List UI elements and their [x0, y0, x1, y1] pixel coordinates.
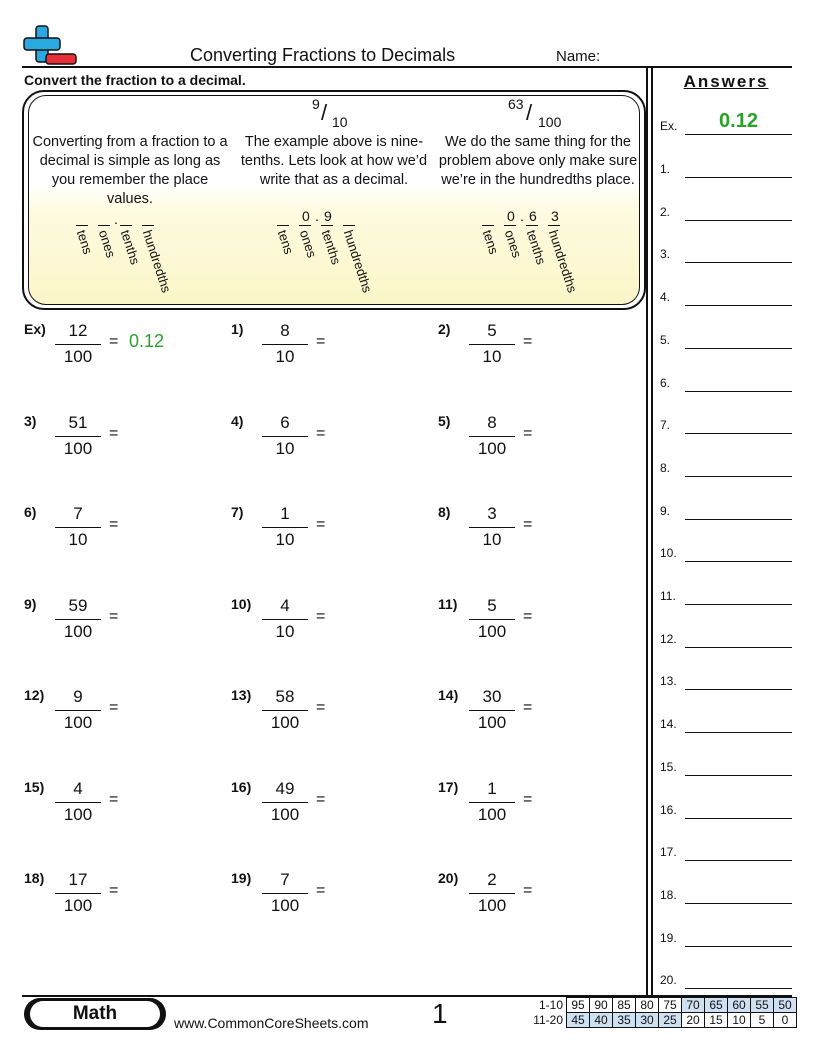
place-value-label: hundredths: [139, 228, 175, 295]
problem: [24, 504, 224, 564]
score-cell: 25: [659, 1013, 682, 1028]
fraction-denominator: 100: [63, 621, 93, 641]
fraction-numerator: 49: [275, 778, 295, 798]
answer-line: [685, 476, 792, 477]
place-value-line: [343, 225, 355, 226]
fraction-denominator: 100: [477, 713, 507, 732]
answer-line: [685, 348, 792, 349]
place-value-line: [482, 225, 494, 226]
problem-number: 16): [231, 778, 252, 795]
answer-row: [660, 329, 792, 349]
place-value-line: [76, 225, 88, 226]
answer-label: 6.: [660, 375, 671, 390]
fraction-bar: [469, 344, 515, 345]
score-cell: 85: [613, 998, 636, 1013]
equals-sign: =: [316, 790, 326, 808]
fraction-numerator: 9: [312, 96, 320, 112]
problem: [24, 413, 224, 473]
answer-label: 19.: [660, 930, 677, 945]
fraction: [55, 413, 101, 459]
fraction-bar: [55, 527, 101, 528]
fraction-numerator: 7: [73, 504, 83, 523]
example-answer: 0.12: [129, 331, 165, 351]
score-cell: 95: [567, 998, 590, 1013]
fraction: [469, 687, 515, 733]
answer-label: 8.: [660, 460, 671, 475]
problem-number: 1): [231, 321, 244, 337]
explanation-1: Converting from a fraction to a decimal is simple as long as you remember the place values.: [32, 134, 228, 207]
answer-label: 12.: [660, 631, 677, 646]
equals-sign: =: [109, 607, 119, 625]
problem: [24, 870, 224, 930]
fraction-bar: [262, 710, 308, 711]
column-divider: [646, 67, 648, 995]
fraction-denominator: 100: [538, 114, 562, 130]
score-cell: 70: [682, 998, 705, 1013]
problem: [231, 596, 431, 656]
fraction-numerator: 63: [508, 96, 524, 112]
place-value-label: tens: [274, 228, 297, 257]
answer-line: [685, 262, 792, 263]
fraction-numerator: 5: [487, 321, 497, 340]
fraction-denominator: 100: [477, 804, 507, 824]
problem: [231, 687, 431, 747]
place-value-digit: 0: [507, 208, 515, 224]
place-value-digit: 9: [324, 208, 332, 224]
fraction-bar: [262, 893, 308, 894]
problem-number: 11): [438, 595, 458, 612]
problem: [24, 779, 224, 839]
place-value-label: tens: [73, 228, 96, 257]
problem: [438, 321, 638, 381]
problem: [231, 504, 431, 564]
problem: [438, 413, 638, 473]
answer-row: [660, 628, 792, 648]
answer-example-value: 0.12: [719, 110, 758, 132]
problem-number: 9): [24, 595, 37, 612]
fraction-numerator: 6: [280, 412, 290, 432]
problem: [438, 687, 638, 747]
explanation-3: We do the same thing for the problem above only make sure we’re in the hundredths place.: [438, 134, 638, 188]
fraction-denominator: 100: [270, 804, 300, 824]
score-cell: 75: [659, 998, 682, 1013]
fraction-bar: [55, 802, 101, 803]
answer-line: [685, 903, 792, 904]
equals-sign: =: [109, 424, 119, 442]
answer-line: [685, 732, 792, 733]
fraction: [262, 596, 308, 642]
fraction-numerator: 51: [68, 412, 88, 432]
fraction: [469, 596, 515, 642]
score-cell: 0: [774, 1013, 797, 1028]
answer-row: [660, 243, 792, 263]
answer-line: [685, 561, 792, 562]
answer-line: [685, 177, 792, 178]
answer-label: 2.: [660, 204, 671, 219]
fraction-numerator: 8: [280, 321, 290, 340]
fraction-slash: /: [526, 100, 533, 125]
fraction-denominator: 100: [477, 896, 507, 915]
problem-number: 18): [24, 870, 45, 886]
problem-number: 15): [24, 778, 45, 795]
answer-label: 11.: [660, 589, 676, 603]
fraction-bar: [262, 619, 308, 620]
fraction-bar: [55, 893, 101, 894]
fraction-numerator: 2: [487, 870, 497, 889]
fraction-denominator: 100: [63, 438, 93, 458]
answer-line: [685, 860, 792, 861]
fraction-denominator: 100: [63, 804, 93, 824]
fraction-bar: [262, 527, 308, 528]
score-table: [528, 997, 797, 1028]
answer-label: 16.: [660, 802, 677, 817]
place-value-line: [548, 225, 560, 226]
answer-line: [685, 775, 792, 776]
fraction: [55, 687, 101, 733]
equals-sign: =: [523, 607, 533, 625]
fraction: [469, 504, 515, 550]
answer-label: Ex.: [660, 119, 678, 133]
answer-line: [685, 134, 792, 135]
answer-label: 18.: [660, 887, 677, 902]
fraction: [55, 504, 101, 550]
fraction-denominator: 10: [482, 530, 502, 549]
plus-minus-logo-icon: [22, 24, 78, 66]
problem: [438, 596, 638, 656]
answer-row: [660, 286, 792, 306]
place-value-line: [299, 225, 311, 226]
answer-label: 9.: [660, 503, 671, 518]
subject-label: Math: [30, 1001, 160, 1027]
answer-label: 7.: [660, 418, 671, 433]
fraction-numerator: 5: [487, 595, 497, 615]
fraction: [469, 413, 515, 459]
fraction-denominator: 100: [63, 713, 93, 732]
fraction-denominator: 10: [275, 347, 295, 366]
fraction-numerator: 8: [487, 412, 497, 432]
problem-number: Ex): [24, 321, 46, 337]
equals-sign: =: [316, 516, 326, 533]
problem: [438, 504, 638, 564]
fraction-numerator: 3: [487, 504, 497, 523]
score-cell: 20: [682, 1013, 705, 1028]
fraction-numerator: 4: [73, 778, 83, 798]
fraction-bar: [469, 710, 515, 711]
problem-number: 4): [231, 412, 244, 429]
place-value-digit: 6: [529, 208, 537, 224]
place-value-line: [120, 225, 132, 226]
fraction: [262, 413, 308, 459]
answer-label: 14.: [660, 717, 677, 732]
fraction-numerator: 58: [275, 687, 295, 706]
answer-line: [685, 433, 792, 434]
answer-row: [660, 841, 792, 861]
fraction-denominator: 10: [68, 530, 88, 549]
explanation-2: The example above is nine-tenths. Lets look at how we’d write that as a decimal.: [240, 134, 428, 188]
fraction-numerator: 1: [280, 504, 290, 523]
decimal-point: .: [114, 211, 118, 227]
score-cell: 90: [590, 998, 613, 1013]
answer-row: [660, 585, 792, 605]
answer-label: 10.: [660, 546, 677, 561]
answer-label: 4.: [660, 290, 671, 305]
fraction-bar: [469, 436, 515, 437]
answer-example: [660, 110, 792, 135]
fraction: [262, 687, 308, 733]
fraction-slash: /: [321, 100, 328, 125]
equals-sign: =: [523, 790, 533, 808]
problem-number: 2): [438, 321, 451, 337]
fraction-numerator: 9: [73, 687, 83, 706]
equals-sign: =: [109, 699, 119, 716]
fraction-bar: [262, 436, 308, 437]
fraction-denominator: 100: [270, 713, 300, 732]
score-cell: 10: [728, 1013, 751, 1028]
answers-heading: Answers: [683, 72, 769, 91]
place-value-line: [504, 225, 516, 226]
problem-number: 14): [438, 687, 459, 703]
example-fraction-2: [508, 96, 578, 132]
answer-row: [660, 927, 792, 947]
problem: [438, 779, 638, 839]
fraction: [55, 870, 101, 916]
fraction-bar: [55, 344, 101, 345]
problem-number: 10): [231, 595, 252, 612]
problem: [438, 870, 638, 930]
fraction-denominator: 10: [275, 438, 295, 458]
score-cell: 30: [636, 1013, 659, 1028]
place-value-line: [98, 225, 110, 226]
place-value-label: tenths: [523, 228, 549, 267]
place-value-label: ones: [95, 228, 119, 260]
answer-row: [660, 542, 792, 562]
problem-number: 3): [24, 412, 37, 429]
problem: [231, 321, 431, 381]
score-row: [528, 1013, 797, 1028]
answer-row: [660, 713, 792, 733]
fraction-numerator: 30: [482, 687, 502, 706]
answer-line: [685, 391, 792, 392]
problem-number: 13): [231, 687, 252, 703]
fraction: [262, 870, 308, 916]
equals-sign: =: [523, 333, 533, 350]
problem-number: 12): [24, 687, 45, 703]
answer-row: [660, 201, 792, 221]
problem-number: 20): [438, 870, 459, 886]
column-divider: [651, 67, 653, 995]
page-number: 1: [432, 998, 448, 1029]
score-row-label: 11-20: [533, 1013, 563, 1027]
place-value-label: ones: [296, 228, 320, 260]
score-cell: 40: [590, 1013, 613, 1028]
fraction-denominator: 100: [63, 347, 93, 366]
fraction: [469, 779, 515, 825]
place-value-label: tenths: [117, 228, 143, 267]
place-value-label: tens: [479, 228, 502, 257]
answer-row: [660, 414, 792, 434]
place-value-label: hundredths: [340, 228, 376, 295]
problem: [24, 596, 224, 656]
fraction: [55, 596, 101, 642]
place-value-digit: .: [520, 208, 524, 224]
answer-line: [685, 220, 792, 221]
fraction: [469, 870, 515, 916]
answer-row: [660, 500, 792, 520]
place-value-digit: 0: [302, 208, 310, 224]
answer-label: 3.: [660, 247, 671, 262]
fraction: [262, 779, 308, 825]
fraction-numerator: 1: [487, 778, 497, 798]
name-label: Name:: [556, 48, 601, 65]
problem: [231, 413, 431, 473]
fraction-bar: [262, 802, 308, 803]
score-cell: 80: [636, 998, 659, 1013]
answer-label: 1.: [660, 162, 671, 176]
answer-label: 5.: [660, 332, 671, 347]
answer-row: [660, 884, 792, 904]
problem-number: 17): [438, 778, 459, 795]
fraction-denominator: 10: [275, 621, 295, 641]
fraction-bar: [469, 893, 515, 894]
answer-label: 20.: [660, 973, 677, 988]
fraction: [469, 321, 515, 367]
place-value-label: ones: [501, 228, 525, 260]
score-cell: 15: [705, 1013, 728, 1028]
fraction-bar: [55, 619, 101, 620]
equals-sign: =: [316, 424, 326, 442]
fraction-bar: [55, 436, 101, 437]
example-problem: [24, 321, 224, 381]
answer-line: [685, 647, 792, 648]
answer-label: 15.: [660, 759, 677, 774]
answer-line: [685, 818, 792, 819]
fraction: [262, 504, 308, 550]
answer-row: [660, 969, 792, 989]
problem-number: 6): [24, 504, 37, 520]
top-divider: [22, 66, 792, 68]
equals-sign: =: [523, 516, 533, 533]
equals-sign: =: [109, 790, 119, 808]
score-cell: 5: [751, 1013, 774, 1028]
answer-row: [660, 372, 792, 392]
score-cell: 50: [774, 998, 797, 1013]
fraction-numerator: 12: [68, 321, 88, 340]
place-value-digit: 3: [551, 208, 559, 224]
place-value-line: [142, 225, 154, 226]
fraction-denominator: 10: [332, 114, 348, 130]
answer-row: [660, 670, 792, 690]
answer-line: [685, 946, 792, 947]
fraction-denominator: 100: [270, 896, 300, 915]
answer-label: 17.: [660, 845, 677, 860]
fraction-denominator: 10: [482, 347, 502, 366]
fraction-bar: [55, 710, 101, 711]
answer-row: [660, 799, 792, 819]
fraction-denominator: 100: [477, 438, 507, 458]
fraction-bar: [469, 619, 515, 620]
problem-number: 19): [231, 870, 252, 886]
equals-sign: =: [316, 699, 326, 716]
equals-sign: =: [109, 882, 119, 899]
answer-row: [660, 158, 792, 178]
problem: [24, 687, 224, 747]
fraction: [55, 779, 101, 825]
fraction-denominator: 10: [275, 530, 295, 549]
fraction-numerator: 59: [68, 595, 88, 615]
place-value-line: [321, 225, 333, 226]
worksheet-title: Converting Fractions to Decimals: [190, 45, 456, 65]
answer-line: [685, 988, 792, 989]
equals-sign: =: [109, 333, 119, 350]
answer-row: [660, 457, 792, 477]
place-value-label: hundredths: [545, 228, 581, 295]
score-cell: 35: [613, 1013, 636, 1028]
equals-sign: =: [523, 882, 533, 899]
fraction-numerator: 7: [280, 870, 290, 889]
place-value-label: tenths: [318, 228, 344, 267]
score-cell: 65: [705, 998, 728, 1013]
fraction-bar: [262, 344, 308, 345]
problem-number: 8): [438, 504, 451, 520]
equals-sign: =: [316, 607, 326, 625]
problem: [231, 779, 431, 839]
answer-line: [685, 689, 792, 690]
fraction-numerator: 4: [280, 595, 290, 615]
answer-label: 13.: [660, 674, 677, 689]
place-value-line: [277, 225, 289, 226]
equals-sign: =: [523, 424, 533, 442]
problem-number: 5): [438, 412, 451, 429]
score-cell: 60: [728, 998, 751, 1013]
score-cell: 45: [567, 1013, 590, 1028]
score-row: [528, 998, 797, 1013]
instructions: Convert the fraction to a decimal.: [24, 72, 246, 88]
answer-line: [685, 519, 792, 520]
problem-number: 7): [231, 504, 244, 520]
equals-sign: =: [109, 516, 119, 533]
answer-line: [685, 604, 792, 605]
answer-line: [685, 305, 792, 306]
score-row-label: 1-10: [538, 998, 563, 1012]
fraction-bar: [469, 527, 515, 528]
score-cell: 55: [751, 998, 774, 1013]
fraction-numerator: 17: [68, 870, 88, 889]
equals-sign: =: [316, 333, 326, 350]
fraction: [55, 321, 101, 367]
fraction-bar: [469, 802, 515, 803]
fraction: [262, 321, 308, 367]
equals-sign: =: [523, 699, 533, 716]
website-link[interactable]: www.CommonCoreSheets.com: [174, 1015, 369, 1031]
equals-sign: =: [316, 882, 326, 899]
problem: [231, 870, 431, 930]
answer-row: [660, 756, 792, 776]
place-value-digit: .: [315, 208, 319, 224]
fraction-denominator: 100: [477, 621, 507, 641]
place-value-line: [526, 225, 538, 226]
example-fraction-1: [312, 96, 362, 132]
fraction-denominator: 100: [63, 896, 93, 915]
score-table-wrap: [528, 997, 797, 1028]
